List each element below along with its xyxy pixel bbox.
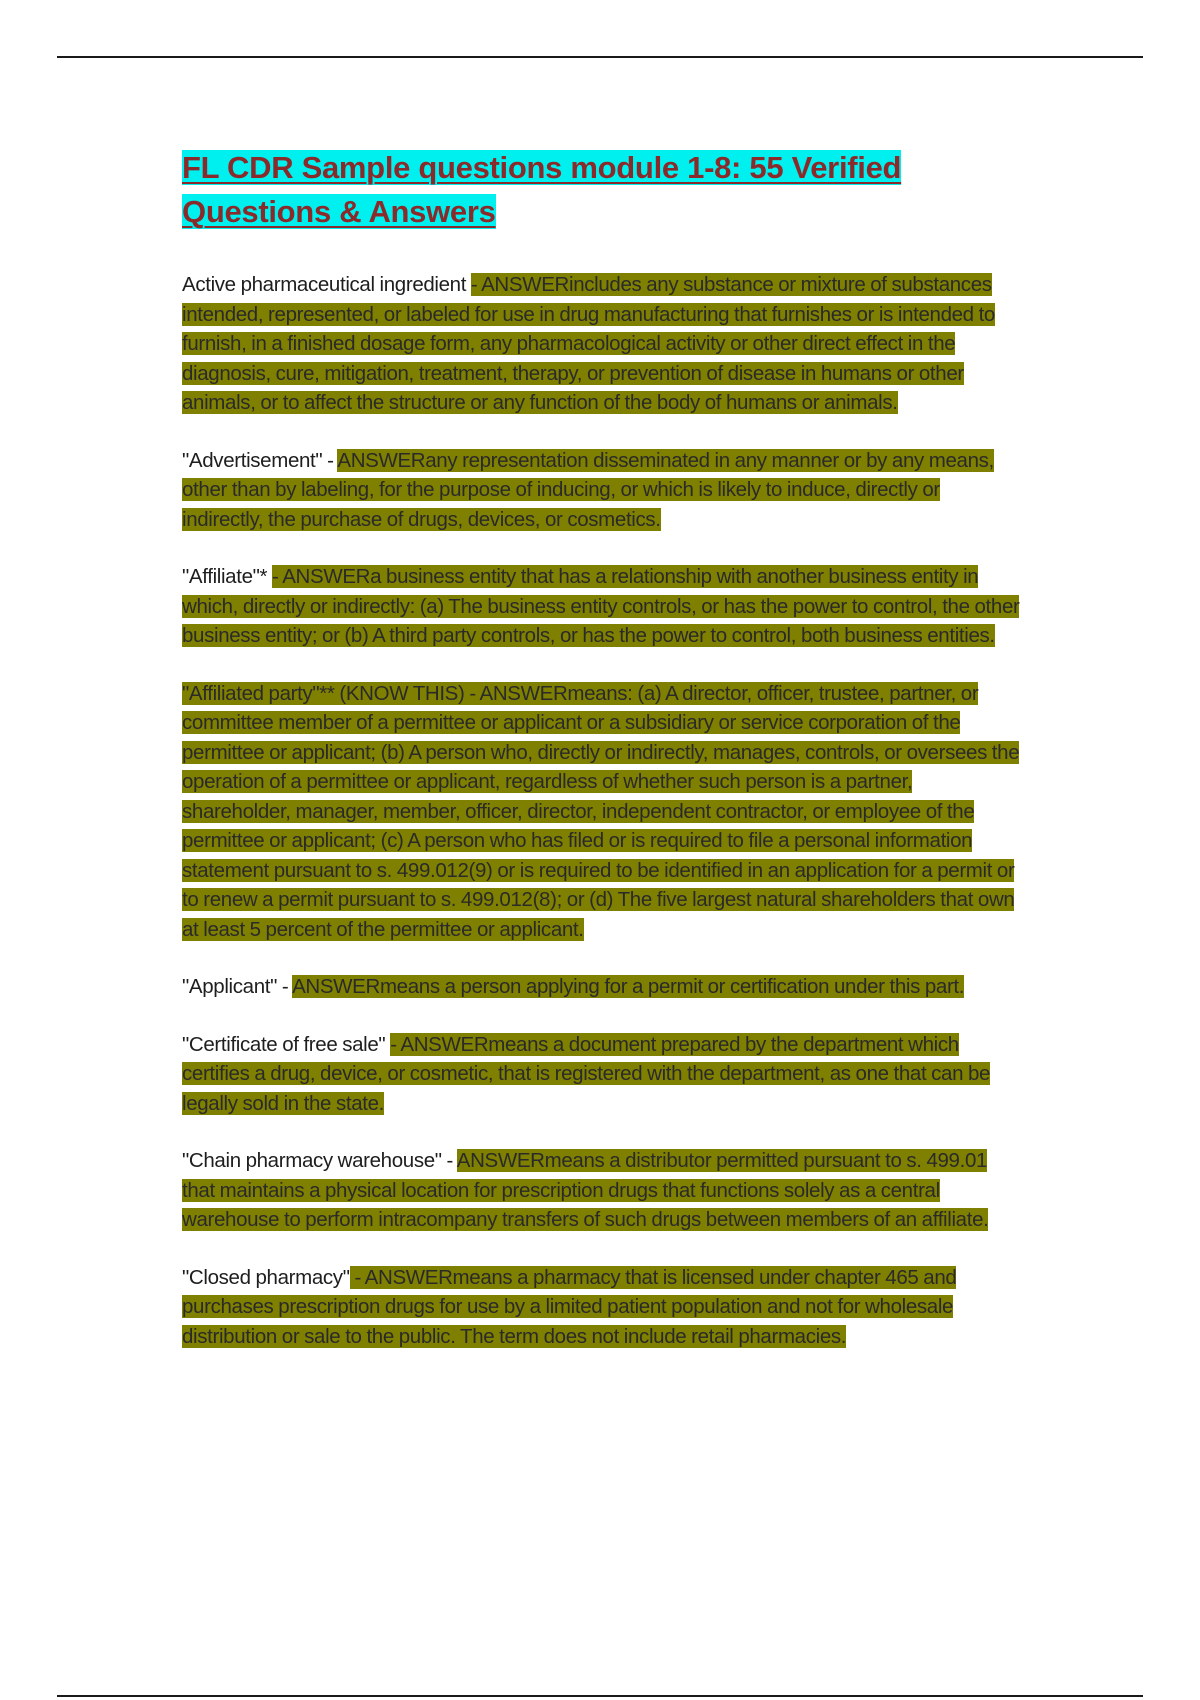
header-rule: [57, 56, 1143, 58]
qa-entry-advertisement: [182, 446, 1020, 535]
qa-term: "Certificate of free sale": [182, 1032, 391, 1056]
qa-entry-active-pharmaceutical-ingredient: [182, 270, 1020, 418]
qa-answer: - ANSWERa business entity that has a relationship with another business entity in which, directly or indirectly: (a) The business entity controls, or has the power to control, the other business entity; or (b) A third party controls, or has the power to control, both business entities.: [182, 565, 1020, 647]
qa-answer: ANSWERmeans a distributor permitted pursuant to s. 499.01 that maintains a physical location for prescription drugs that functions solely as a central warehouse to perform intracompany transfers of such drugs between members of an affiliate.: [182, 1149, 989, 1231]
qa-term: "Advertisement" -: [182, 448, 338, 472]
qa-entry-certificate-of-free-sale: [182, 1030, 1020, 1119]
qa-entry-affiliate: [182, 562, 1020, 651]
qa-term: "Closed pharmacy": [182, 1265, 350, 1289]
footer-rule: [57, 1695, 1143, 1697]
qa-answer: - ANSWERincludes any substance or mixture of substances intended, represented, or labeled for use in drug manufacturing that furnishes or is intended to furnish, in a finished dosage form, any pharmacological activity or other direct effect in the diagnosis, cure, mitigation, treatment, therapy, or prevention of disease in humans or other animals, or to affect the structure or any function of the body of humans or animals.: [182, 273, 995, 414]
qa-term: "Applicant" -: [182, 975, 293, 998]
document-title: [182, 146, 1020, 234]
qa-answer: ANSWERany representation disseminated in any manner or by any means, other than by labeling, for the purpose of inducing, or which is likely to induce, directly or indirectly, the purchase of drugs, devices, or cosmetics.: [182, 448, 994, 531]
qa-term: "Chain pharmacy warehouse" -: [182, 1149, 457, 1172]
qa-answer: ANSWERmeans a person applying for a permit or certification under this part.: [292, 975, 965, 998]
qa-term: Active pharmaceutical ingredient: [182, 273, 471, 296]
qa-term: "Affiliate"*: [182, 565, 273, 588]
qa-entry-chain-pharmacy-warehouse: [182, 1146, 1020, 1235]
qa-answer: - ANSWERmeans a document prepared by the department which certifies a drug, device, or cosmetic, that is registered with the department, as one that can be legally sold in the state.: [182, 1032, 991, 1115]
qa-answer: "Affiliated party"** (KNOW THIS) - ANSWERmeans: (a) A director, officer, trustee, partner, or committee member of a permittee or applicant or a subsidiary or service corporation of the permittee or applicant; (b) A person who, directly or indirectly, manages, controls, or oversees the operation of a permittee or applicant, regardless of whether such person is a partner, shareholder, manager, member, officer, director, independent contractor, or employee of the permittee or applicant; (c) A person who has filed or is required to file a personal information statement pursuant to s. 499.012(9) or is required to be identified in an application for a permit or to renew a permit pursuant to s. 499.012(8); or (d) The five largest natural shareholders that own at least 5 percent of the permittee or applicant.: [182, 681, 1020, 941]
document-title-text: FL CDR Sample questions module 1-8: 55 Verified Questions & Answers: [182, 150, 902, 229]
qa-entry-applicant: [182, 972, 1020, 1002]
document-body: [182, 146, 1020, 1379]
qa-entry-closed-pharmacy: [182, 1263, 1020, 1352]
qa-answer: - ANSWERmeans a pharmacy that is licensed under chapter 465 and purchases prescription drugs for use by a limited patient population and not for wholesale distribution or sale to the public. The term does not include retail pharmacies.: [182, 1265, 957, 1348]
qa-entry-affiliated-party: [182, 679, 1020, 945]
